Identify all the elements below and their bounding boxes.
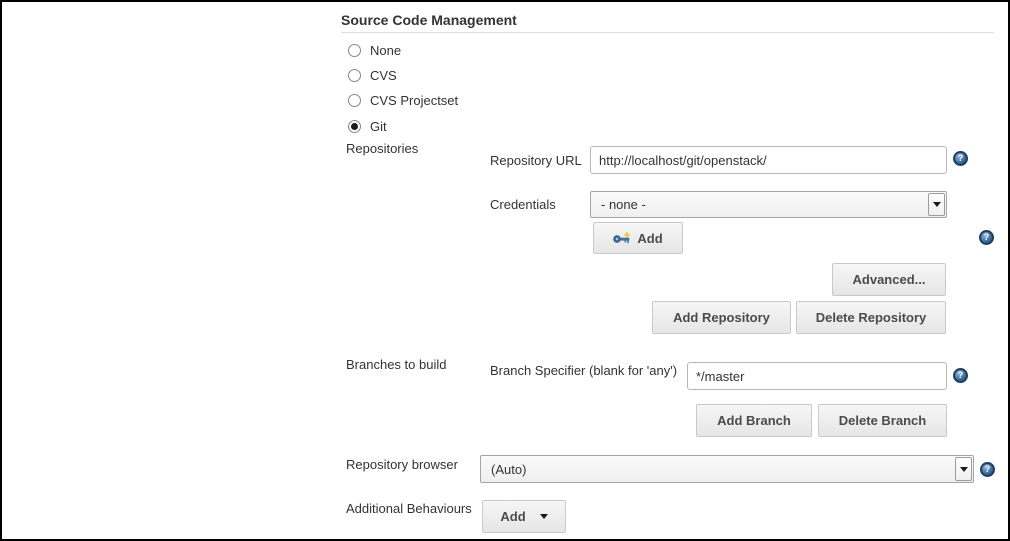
- repository-url-input[interactable]: [590, 146, 947, 174]
- add-branch-button-label: Add Branch: [717, 413, 791, 428]
- repository-browser-label: Repository browser: [346, 457, 458, 472]
- credentials-select-arrow[interactable]: [928, 193, 945, 216]
- help-icon-branch-specifier[interactable]: ?: [953, 368, 968, 383]
- scm-option-cvs-projectset[interactable]: [348, 93, 458, 108]
- section-divider: [341, 32, 994, 33]
- scm-option-cvs[interactable]: [348, 68, 397, 83]
- section-title: Source Code Management: [341, 12, 517, 28]
- add-repository-button-label: Add Repository: [673, 310, 770, 325]
- radio-git-label: Git: [370, 119, 387, 134]
- advanced-button-label: Advanced...: [852, 272, 926, 287]
- scm-option-git[interactable]: [348, 119, 387, 134]
- branches-section-label: Branches to build: [346, 357, 447, 372]
- chevron-down-icon: [540, 514, 548, 519]
- radio-none[interactable]: [348, 44, 361, 57]
- help-icon-repository-url[interactable]: ?: [953, 151, 968, 166]
- add-behaviour-button-label: Add: [500, 509, 526, 524]
- radio-none-label: None: [370, 43, 402, 58]
- delete-repository-button[interactable]: [796, 301, 946, 334]
- advanced-button[interactable]: [832, 263, 946, 296]
- branch-specifier-label: Branch Specifier (blank for 'any'): [490, 363, 678, 378]
- add-credentials-button[interactable]: [593, 222, 683, 254]
- radio-git[interactable]: [348, 120, 361, 133]
- repository-browser-select-arrow[interactable]: [955, 457, 972, 481]
- branch-specifier-input[interactable]: [687, 362, 947, 390]
- repository-url-label: Repository URL: [490, 153, 582, 168]
- key-icon: [613, 232, 631, 244]
- credentials-select[interactable]: [590, 191, 947, 218]
- add-repository-button[interactable]: [652, 301, 791, 334]
- add-branch-button[interactable]: [696, 404, 812, 437]
- scm-option-none[interactable]: [348, 43, 401, 58]
- add-behaviour-button[interactable]: [482, 500, 566, 533]
- radio-cvs-projectset[interactable]: [348, 94, 361, 107]
- delete-repository-button-label: Delete Repository: [815, 310, 927, 325]
- repositories-section-label: Repositories: [346, 141, 419, 156]
- chevron-down-icon: [933, 202, 941, 207]
- additional-behaviours-label: Additional Behaviours: [346, 501, 472, 516]
- radio-cvs[interactable]: [348, 69, 361, 82]
- help-icon-repository-browser[interactable]: ?: [980, 462, 995, 477]
- delete-branch-button-label: Delete Branch: [838, 413, 927, 428]
- add-credentials-button-label: Add: [637, 230, 663, 246]
- repository-browser-select[interactable]: [480, 455, 974, 483]
- credentials-label: Credentials: [490, 197, 556, 212]
- chevron-down-icon: [960, 467, 968, 472]
- delete-branch-button[interactable]: [818, 404, 947, 437]
- radio-cvs-label: CVS: [370, 68, 397, 83]
- credentials-selected-option: - none -: [601, 197, 646, 212]
- help-icon-credentials[interactable]: ?: [979, 230, 994, 245]
- repository-browser-selected-option: (Auto): [491, 461, 527, 477]
- radio-cvs-projectset-label: CVS Projectset: [370, 93, 459, 108]
